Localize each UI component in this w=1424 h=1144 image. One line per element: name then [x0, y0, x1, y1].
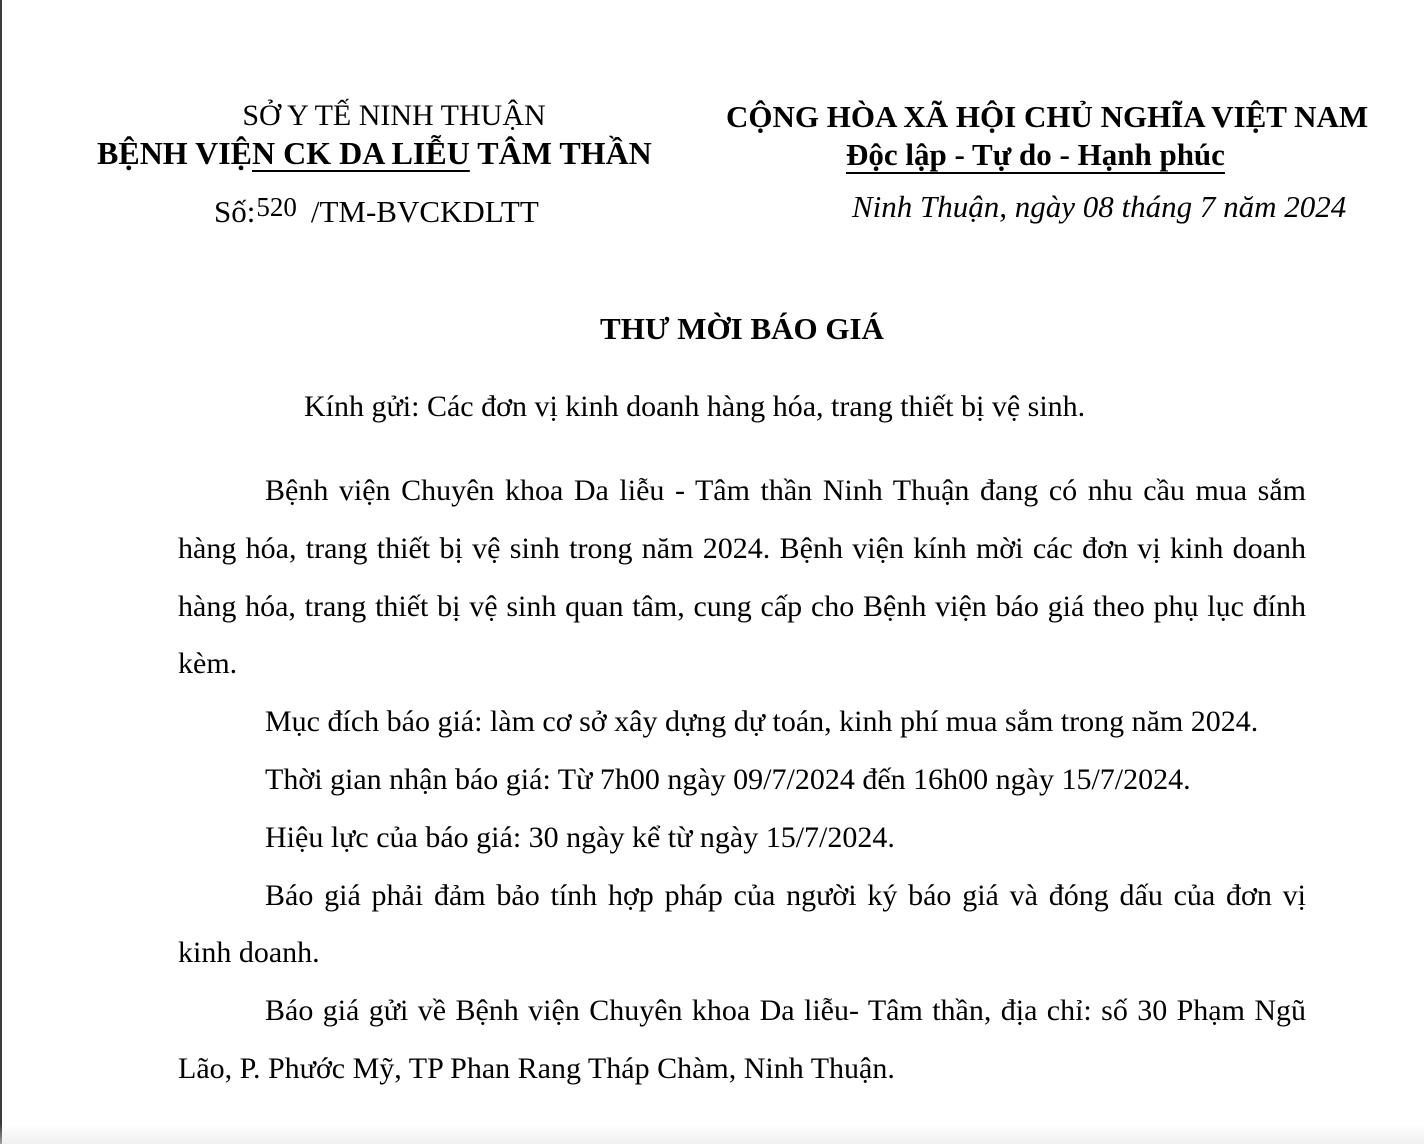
organization-name-underlined: N CK DA LIỄU — [252, 135, 470, 171]
letter-body — [178, 462, 1306, 1098]
document-number-value: 520 — [256, 192, 297, 222]
salutation-recipients: Các đơn vị kinh doanh hàng hóa, trang thiết bị vệ sinh. — [419, 390, 1086, 423]
paragraph-validity: Hiệu lực của báo giá: 30 ngày kể từ ngày 15/7/2024. — [265, 820, 895, 854]
paragraph-legality: Báo giá phải đảm bảo tính hợp pháp của người ký báo giá và đóng dấu của đơn vị kinh doanh. — [178, 878, 1306, 970]
national-motto: Độc lập - Tự do - Hạnh phúc — [846, 137, 1225, 172]
national-title: CỘNG HÒA XÃ HỘI CHỦ NGHĨA VIỆT NAM — [726, 99, 1369, 134]
salutation — [304, 388, 1085, 426]
department-name: SỞ Y TẾ NINH THUẬN — [242, 99, 546, 132]
document-code: /TM-BVCKDLTT — [310, 194, 539, 229]
organization-name — [97, 134, 652, 172]
paragraph-address: Báo giá gửi về Bệnh viện Chuyên khoa Da liễu- Tâm thần, địa chỉ: số 30 Phạm Ngũ Lão, P. Phước Mỹ, TP Phan Rang Tháp Chàm, Ninh Thuận. — [178, 994, 1306, 1085]
organization-name-prefix: BỆNH VIỆ — [97, 135, 253, 171]
place-and-date: Ninh Thuận, ngày 08 tháng 7 năm 2024 — [852, 189, 1347, 224]
organization-name-suffix: TÂM THẦN — [469, 135, 652, 171]
salutation-label: Kính gửi: — [304, 390, 420, 423]
page-bottom-shadow — [0, 1124, 1424, 1144]
paragraph-purpose: Mục đích báo giá: làm cơ sở xây dựng dự toán, kinh phí mua sắm trong năm 2024. — [265, 705, 1259, 739]
document-title: THƯ MỜI BÁO GIÁ — [600, 311, 884, 346]
paragraph-receiving-time: Thời gian nhận báo giá: Từ 7h00 ngày 09/7/2024 đến 16h00 ngày 15/7/2024. — [265, 762, 1191, 796]
document-number-label: Số: — [214, 194, 256, 229]
page-left-border — [0, 0, 2, 1144]
document-number — [214, 188, 539, 231]
paragraph-request: Bệnh viện Chuyên khoa Da liễu - Tâm thần Ninh Thuận đang có nhu cầu mua sắm hàng hóa, trang thiết bị vệ sinh trong năm 2024. Bệnh viện kính mời các đơn vị kinh doanh hàng hóa, trang thiết bị vệ sinh quan tâm, cung cấp cho Bệnh viện báo giá theo phụ lục đính kèm. — [178, 474, 1306, 681]
